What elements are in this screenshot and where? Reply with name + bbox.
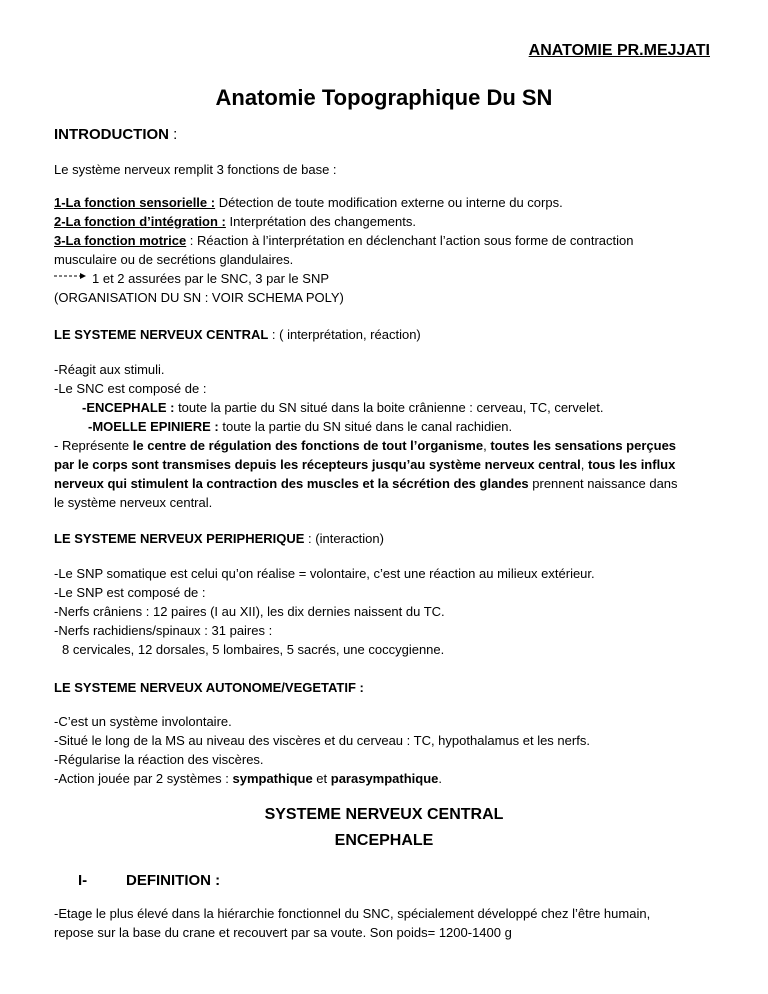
encephale-text: toute la partie du SN situé dans la boite crânienne : cerveau, TC, cervelet. bbox=[174, 400, 604, 415]
moelle-text: toute la partie du SN situé dans le canal rachidien. bbox=[218, 419, 513, 434]
snc-line-2: -Le SNC est composé de : bbox=[54, 381, 207, 396]
intro-heading-suffix: : bbox=[169, 126, 178, 143]
intro-note-text: 1 et 2 assurées par le SNC, 3 par le SNP bbox=[92, 271, 330, 286]
snc-line-3 bbox=[54, 398, 734, 417]
sna-l4-parasympathique: parasympathique bbox=[330, 771, 439, 786]
sna-heading: LE SYSTEME NERVEUX AUTONOME/VEGETATIF : bbox=[54, 680, 364, 695]
snc-paragraph bbox=[54, 436, 734, 512]
sna-line-2: -Situé le long de la MS au niveau des viscères et du cerveau : TC, hypothalamus et les nerfs. bbox=[54, 733, 590, 748]
snp-line-1: -Le SNP somatique est celui qu’on réalise = volontaire, c’est une réaction au milieux extérieur. bbox=[54, 566, 595, 581]
section-title-encephale: ENCEPHALE bbox=[334, 832, 434, 849]
snc-p-e: prennent naissance dans bbox=[528, 476, 678, 491]
sna-l4-e: . bbox=[438, 771, 443, 786]
sna-l4-sympathique: sympathique bbox=[232, 771, 313, 786]
sna-line-1: -C’est un système involontaire. bbox=[54, 714, 232, 729]
function-2-text: Interprétation des changements. bbox=[225, 214, 416, 229]
snc-heading-suffix: : ( interprétation, réaction) bbox=[268, 327, 421, 342]
snp-line-5: 8 cervicales, 12 dorsales, 5 lombaires, 5 sacrés, une coccygienne. bbox=[62, 642, 445, 657]
snc-heading bbox=[54, 327, 421, 342]
snc-p-b1: le centre de régulation des fonctions de tout l’organisme bbox=[132, 438, 484, 453]
snc-p-b5: nerveux qui stimulent la contraction des muscles et la sécrétion des glandes bbox=[54, 476, 529, 491]
function-1-label: 1-La fonction sensorielle : bbox=[54, 195, 216, 210]
header-author: ANATOMIE PR.MEJJATI bbox=[528, 42, 710, 59]
sna-line-4 bbox=[54, 769, 734, 788]
function-3-label: 3-La fonction motrice bbox=[54, 233, 187, 248]
snc-p-c: , bbox=[483, 438, 491, 453]
intro-note bbox=[54, 269, 734, 288]
snc-line-4 bbox=[54, 417, 734, 436]
definition-line-2: repose sur la base du crane et recouvert par sa voute. Son poids= 1200-1400 g bbox=[54, 925, 512, 940]
snc-p-d: , bbox=[580, 457, 588, 472]
definition-heading: DEFINITION : bbox=[126, 872, 221, 889]
snp-heading-label: LE SYSTEME NERVEUX PERIPHERIQUE bbox=[54, 531, 305, 546]
snc-heading-label: LE SYSTEME NERVEUX CENTRAL bbox=[54, 327, 269, 342]
snc-p-b2: toutes les sensations perçues bbox=[490, 438, 677, 453]
snc-p-f: le système nerveux central. bbox=[54, 495, 213, 510]
snc-p-b3: par le corps sont transmises depuis les récepteurs jusqu’au système nerveux central bbox=[54, 457, 581, 472]
sna-l4-c: et bbox=[312, 771, 331, 786]
snp-heading-suffix: : (interaction) bbox=[304, 531, 384, 546]
function-3-text-a: : Réaction à l’interprétation en déclenchant l’action sous forme de contraction bbox=[186, 233, 634, 248]
page-title: Anatomie Topographique Du SN bbox=[215, 85, 553, 110]
snp-line-4: -Nerfs rachidiens/spinaux : 31 paires : bbox=[54, 623, 273, 638]
function-1-text: Détection de toute modification externe ou interne du corps. bbox=[215, 195, 563, 210]
moelle-label: -MOELLE EPINIERE : bbox=[88, 419, 219, 434]
section-title-snc: SYSTEME NERVEUX CENTRAL bbox=[264, 806, 504, 823]
intro-heading bbox=[54, 126, 177, 143]
function-3-cont: musculaire ou de secrétions glandulaires. bbox=[54, 252, 294, 267]
definition-line-1: -Etage le plus élevé dans la hiérarchie fonctionnel du SNC, spécialement développé chez l’être humain, bbox=[54, 906, 651, 921]
intro-note-2: (ORGANISATION DU SN : VOIR SCHEMA POLY) bbox=[54, 290, 344, 305]
snp-heading bbox=[54, 531, 384, 546]
arrow-right-icon bbox=[54, 266, 86, 285]
definition-number: I- bbox=[78, 872, 88, 889]
function-3 bbox=[54, 231, 734, 250]
function-2-label: 2-La fonction d’intégration : bbox=[54, 214, 226, 229]
intro-lead: Le système nerveux remplit 3 fonctions de base : bbox=[54, 162, 337, 177]
snp-body bbox=[54, 564, 734, 659]
snc-p-a: - Représente bbox=[54, 438, 133, 453]
intro-heading-label: INTRODUCTION bbox=[54, 126, 169, 143]
definition-body bbox=[54, 904, 744, 942]
snc-line-1: -Réagit aux stimuli. bbox=[54, 362, 165, 377]
intro-functions bbox=[54, 193, 734, 307]
encephale-label: -ENCEPHALE : bbox=[82, 400, 175, 415]
sna-line-3: -Régularise la réaction des viscères. bbox=[54, 752, 264, 767]
sna-body bbox=[54, 712, 734, 788]
snc-p-b4: tous les influx bbox=[587, 457, 676, 472]
function-1 bbox=[54, 193, 734, 212]
snp-line-2: -Le SNP est composé de : bbox=[54, 585, 206, 600]
snc-body bbox=[54, 360, 734, 512]
function-2 bbox=[54, 212, 734, 231]
sna-l4-a: -Action jouée par 2 systèmes : bbox=[54, 771, 233, 786]
snp-line-3: -Nerfs crâniens : 12 paires (I au XII), les dix dernies naissent du TC. bbox=[54, 604, 445, 619]
